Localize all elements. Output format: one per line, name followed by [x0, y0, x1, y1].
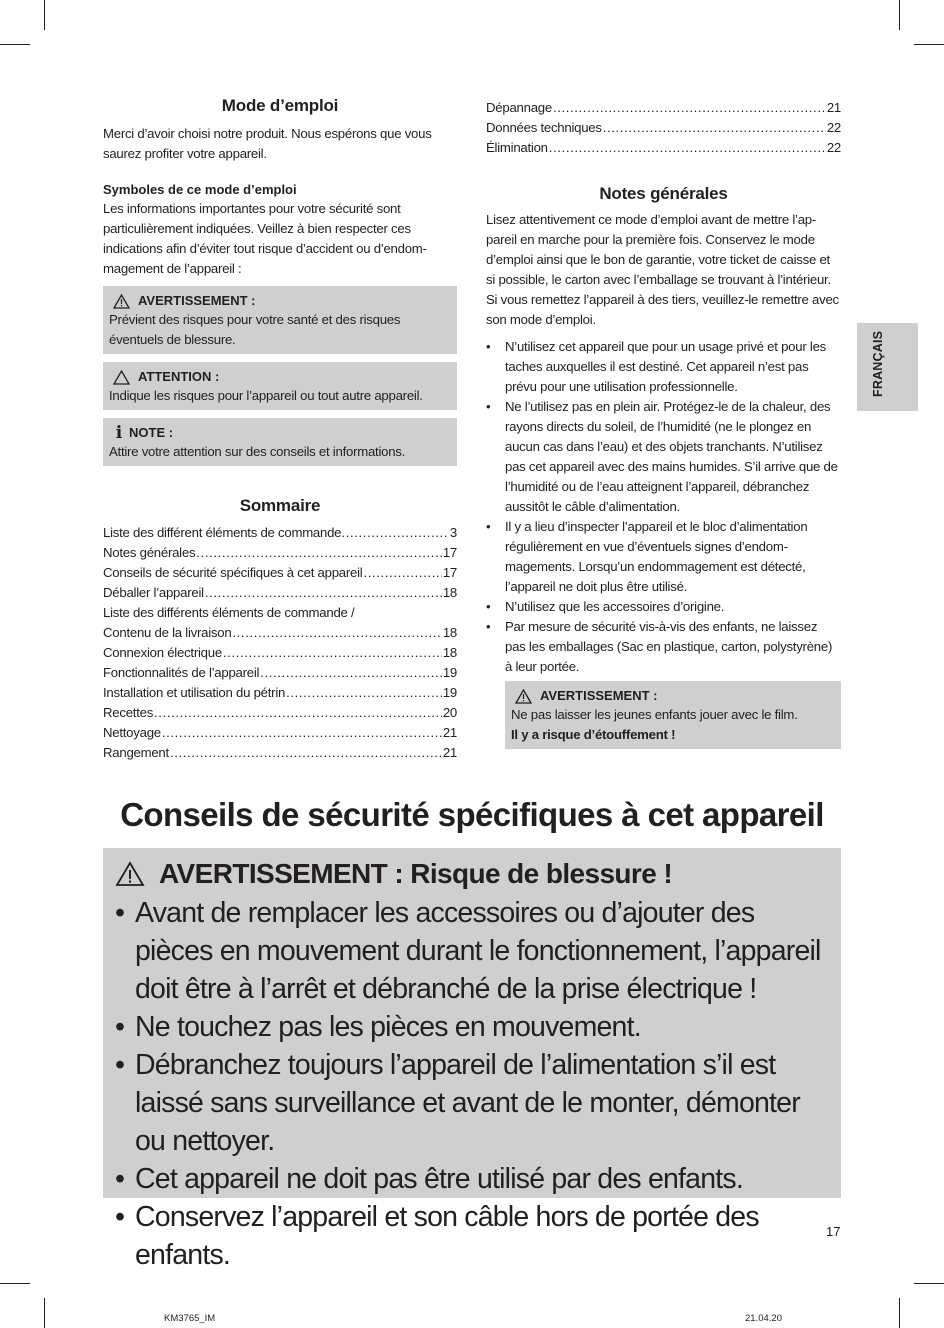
list-item: • N’utilisez que les accessoires d’origine.: [486, 597, 841, 617]
crop-mark: [899, 0, 900, 30]
note-notice: [103, 418, 457, 466]
film-warning-text: Ne pas laisser les jeunes enfants jouer avec le film.: [511, 707, 798, 722]
film-warning-bold-text: Il y a risque d’étouffement !: [511, 727, 676, 742]
list-item: • Avant de remplacer les accessoires ou d’ajouter des pièces en mouvement durant le fonctionnement, l’appareil doit être à l’arrêt et débranché de la prise électrique !: [115, 894, 831, 1008]
list-item: • Par mesure de sécurité vis-à-vis des enfants, ne laissez pas les emballages (Sac en plastique, carton, polystyrène) à leur portée.: [486, 617, 841, 677]
sommaire-title: Sommaire: [239, 496, 321, 515]
toc-entry[interactable]: Liste des différents éléments de commande /: [103, 605, 355, 620]
crop-mark: [914, 1283, 944, 1284]
right-column: [486, 98, 841, 749]
info-icon: i: [115, 423, 123, 443]
warning-notice-title: AVERTISSEMENT :: [138, 293, 256, 308]
crop-mark: [0, 1283, 30, 1284]
toc-entry[interactable]: Conseils de sécurité spécifiques à cet appareil ..... 17: [103, 563, 457, 583]
attention-notice-text: Indique les risques pour l’appareil ou tout autre appareil.: [109, 388, 423, 403]
crop-mark: [44, 1298, 45, 1328]
toc-entry[interactable]: Dépannage ..... 21: [486, 98, 841, 118]
crop-mark: [0, 44, 30, 45]
table-of-contents-continued: [486, 98, 841, 158]
warning-notice: [103, 286, 457, 354]
toc-entry[interactable]: Données techniques ..... 22: [486, 118, 841, 138]
crop-mark: [44, 0, 45, 30]
toc-entry[interactable]: Rangement ..... 21: [103, 743, 457, 763]
toc-entry[interactable]: Fonctionnalités de l’appareil ..... 19: [103, 663, 457, 683]
list-item: • Conservez l’appareil et son câble hors de portée des enfants.: [115, 1198, 831, 1274]
attention-notice-title: ATTENTION :: [138, 369, 220, 384]
film-warning-notice: [505, 681, 841, 749]
list-item: • N’utilisez cet appareil que pour un usage privé et pour les taches auxquelles il est destiné. Cet appareil n’est pas prévu pour une utilisation professionnelle.: [486, 337, 841, 397]
list-item: • Débranchez toujours l’appareil de l’alimentation s’il est laissé sans surveillance et avant de le monter, démonter ou nettoyer.: [115, 1046, 831, 1160]
toc-entry[interactable]: Contenu de la livraison ..... 18: [103, 623, 457, 643]
footer-date: 21.04.20: [745, 1313, 782, 1324]
toc-entry[interactable]: Notes générales ..... 17: [103, 543, 457, 563]
toc-entry[interactable]: Recettes ..... 20: [103, 703, 457, 723]
toc-entry[interactable]: Installation et utilisation du pétrin ..... 19: [103, 683, 457, 703]
crop-mark: [914, 44, 944, 45]
list-item: • Cet appareil ne doit pas être utilisé par des enfants.: [115, 1160, 831, 1198]
notes-generales-intro: Lisez attentivement ce mode d’emploi avant de mettre l’appareil en marche pour la première fois. Conservez le mode d’emploi ainsi que le bon de garantie, votre ticket de caisse et si possible, le carton avec l’emballage se trouvant à l’intérieur. Si vous remettez l’appareil à des tiers, veuillez-le remettre avec son mode d’emploi.: [486, 212, 839, 327]
mode-emploi-title: Mode d’emploi: [221, 96, 339, 115]
left-column: [103, 96, 457, 763]
warning-triangle-icon: [115, 861, 145, 887]
toc-entry[interactable]: Liste des différent éléments de commande. ..... 3: [103, 523, 457, 543]
list-item: • Il y a lieu d’inspecter l’appareil et le bloc d’alimentation régulièrement en vue d’éventuels signes d’endommagements. Lorsqu’un endommagement est détecté, l’appareil ne doit plus être utilisé.: [486, 517, 841, 597]
language-tab-label: FRANÇAIS: [871, 330, 885, 397]
toc-entry[interactable]: Connexion électrique ..... 18: [103, 643, 457, 663]
toc-entry[interactable]: Nettoyage ..... 21: [103, 723, 457, 743]
notes-generales-list: [486, 337, 841, 677]
attention-notice: [103, 362, 457, 410]
symbols-text: Les informations importantes pour votre sécurité sont particulièrement indiquées. Veillez à bien respecter ces indications afin d’éviter tout risque d’accident ou d’endommagement de l’appareil :: [103, 201, 427, 276]
list-item: • Ne touchez pas les pièces en mouvement.: [115, 1008, 831, 1046]
note-notice-text: Attire votre attention sur des conseils et informations.: [109, 444, 406, 459]
attention-triangle-icon: [113, 370, 130, 385]
toc-entry[interactable]: Déballer l’appareil ..... 18: [103, 583, 457, 603]
page-number: 17: [826, 1224, 841, 1239]
symbols-heading: Symboles de ce mode d’emploi: [103, 182, 297, 197]
notes-generales-title: Notes générales: [599, 184, 728, 203]
toc-entry[interactable]: Élimination ..... 22: [486, 138, 841, 158]
safety-list: [115, 894, 831, 1274]
warning-notice-text: Prévient des risques pour votre santé et des risques éventuels de blessure.: [109, 312, 401, 347]
safety-title: Conseils de sécurité spécifiques à cet appareil: [120, 796, 824, 833]
table-of-contents: [103, 523, 457, 763]
crop-mark: [899, 1298, 900, 1328]
language-tab: [857, 323, 918, 411]
injury-warning-title: AVERTISSEMENT : Risque de blessure !: [159, 858, 673, 889]
film-warning-title: AVERTISSEMENT :: [540, 688, 658, 703]
note-notice-title: NOTE :: [129, 425, 174, 440]
warning-triangle-icon: [515, 689, 532, 704]
mode-emploi-intro: Merci d’avoir choisi notre produit. Nous espérons que vous saurez profiter votre appareil.: [103, 126, 432, 161]
footer-code: KM3765_IM: [164, 1313, 216, 1324]
list-item: • Ne l’utilisez pas en plein air. Protégez-le de la chaleur, des rayons directs du soleil, de l’humidité (ne le plongez en aucun cas dans l’eau) et des objets tranchants. N’utilisez pas cet appareil avec des mains humides. S’il arrive que de l’humidité ou de l’eau atteignent l’appareil, débranchez aussitôt le câble d’alimentation.: [486, 397, 841, 517]
warning-triangle-icon: [113, 294, 130, 309]
